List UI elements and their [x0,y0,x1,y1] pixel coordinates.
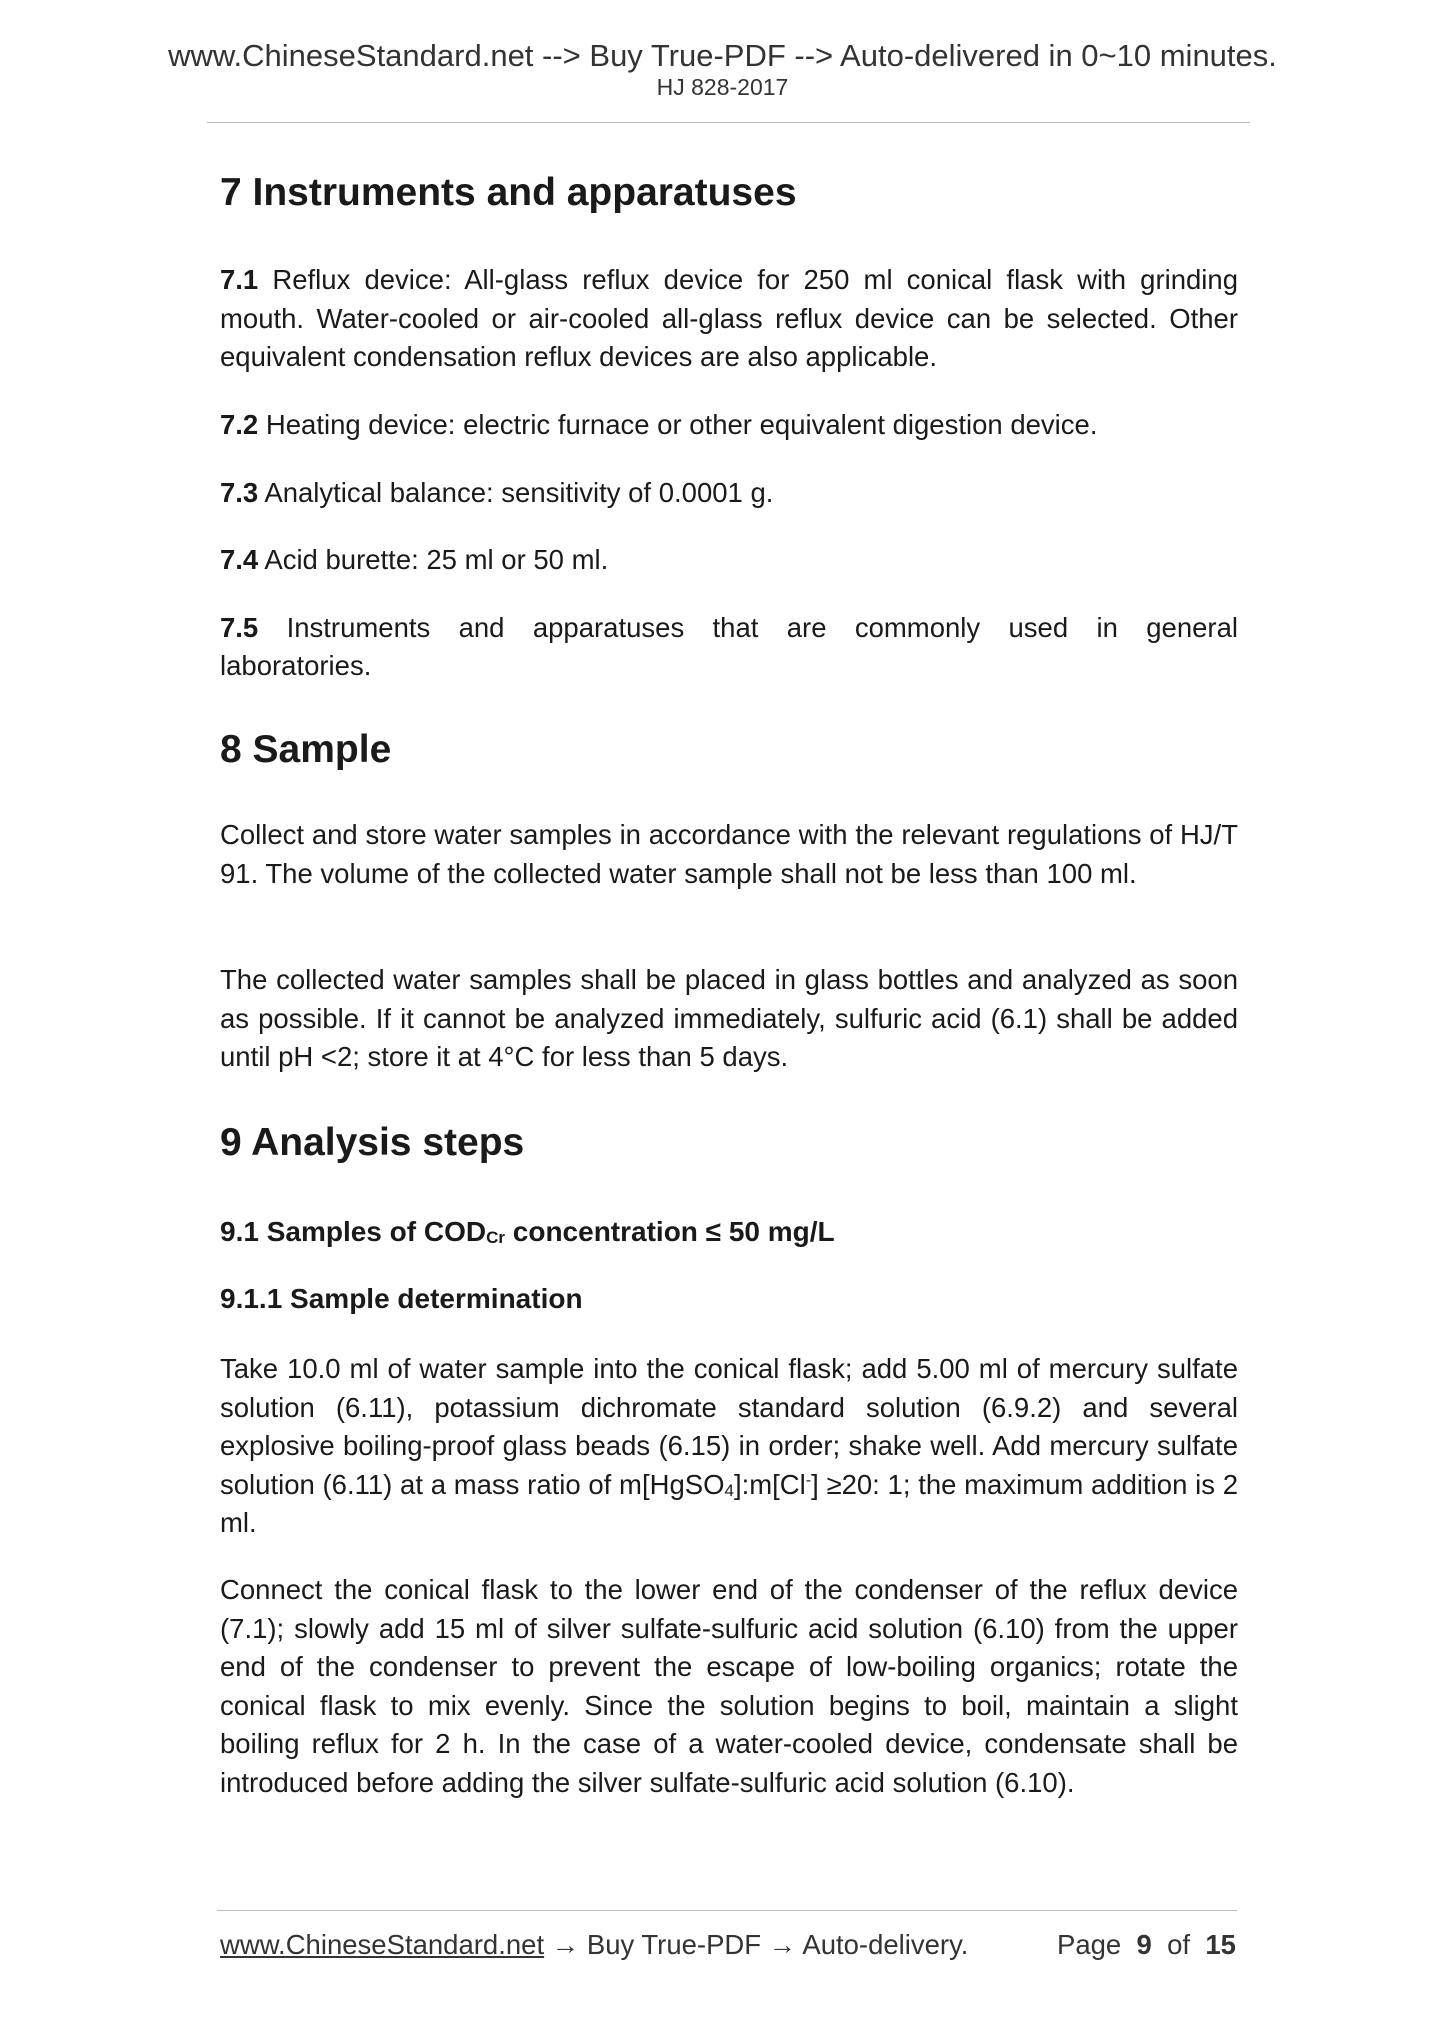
section-9-heading: 9 Analysis steps [220,1121,525,1164]
total-pages: 15 [1205,1929,1236,1960]
item-text: Acid burette: 25 ml or 50 ml. [258,544,609,575]
superscript-minus: - [805,1471,812,1489]
current-page: 9 [1136,1929,1152,1960]
item-text: Reflux device: All-glass reflux device for 250 ml conical flask with grinding mouth. Water-cooled or air-cooled all-glass reflux device can be selected. Other equivalent condensation reflux devices are also applicable. [220,264,1238,372]
of-label: of [1167,1929,1191,1960]
text-run: ]:m[Cl [733,1468,806,1500]
top-banner: www.ChineseStandard.net --> Buy True-PDF --> Auto-delivered in 0~10 minutes. [168,38,1277,73]
subscript-cr: Cr [486,1228,505,1247]
item-7-1 [220,261,1238,377]
item-text: Instruments and apparatuses that are commonly used in general [258,612,1238,643]
text-run: ] ≥20: 1; the maximum addition is 2 ml. [220,1468,1238,1538]
item-7-5-continued: laboratories. [220,650,372,681]
determination-paragraph-2: Connect the conical flask to the lower end of the condenser of the reflux device (7.1); slowly add 15 ml of silver sulfate-sulfuric acid solution (6.10) from the upper end of the condenser to prevent the escape of low-boiling organics; rotate the conical flask to mix evenly. Since the solution begins to boil, maintain a slight boiling reflux for 2 h. In the case of a water-cooled device, condensate shall be introduced before adding the silver sulfate-sulfuric acid solution (6.10). [220,1574,1238,1798]
item-7-5 [220,609,1238,648]
page-indicator [1057,1928,1236,1962]
subsection-9-1-heading [220,1215,1238,1249]
text-run: Take 10.0 ml of water sample into the conical flask; add 5.00 ml of mercury sulfate solution (6.11), potassium dichromate standard solution (6.9.2) and several explosive boiling-proof glass beads (6.15) in order; shake well. Add mercury sulfate solution (6.11) at a mass ratio of m[HgSO [220,1353,1238,1500]
item-number: 7.2 [220,409,259,440]
footer-divider [217,1910,1237,1911]
section-7-heading: 7 Instruments and apparatuses [220,171,797,214]
subsection-suffix: concentration ≤ 50 mg/L [505,1216,835,1247]
website-link[interactable]: www.ChineseStandard.net [220,1929,545,1960]
section-8-heading: 8 Sample [220,728,392,771]
subscript-4: 4 [724,1480,734,1500]
footer-left [220,1928,968,1962]
item-7-3 [220,474,1238,513]
document-code: HJ 828-2017 [656,74,789,100]
item-7-4 [220,541,1238,580]
subsection-9-1-1-heading: 9.1.1 Sample determination [220,1283,583,1314]
item-number: 7.4 [220,544,259,575]
page-label: Page [1057,1929,1122,1960]
item-number: 7.3 [220,477,259,508]
item-7-2 [220,406,1238,445]
footer-text: → Buy True-PDF → Auto-delivery. [544,1929,969,1960]
determination-paragraph-1 [220,1350,1238,1543]
subsection-prefix: 9.1 Samples of COD [220,1216,487,1247]
sample-paragraph-2: The collected water samples shall be placed in glass bottles and analyzed as soon as possible. If it cannot be analyzed immediately, sulfuric acid (6.1) shall be added until pH <2; store it at 4°C for less than 5 days. [220,964,1238,1072]
header-divider [207,122,1250,123]
item-text: Heating device: electric furnace or other equivalent digestion device. [258,409,1098,440]
sample-paragraph-1: Collect and store water samples in accordance with the relevant regulations of HJ/T 91. The volume of the collected water sample shall not be less than 100 ml. [220,819,1238,889]
item-text: Analytical balance: sensitivity of 0.0001 g. [258,477,774,508]
item-number: 7.5 [220,612,259,643]
item-number: 7.1 [220,264,259,295]
